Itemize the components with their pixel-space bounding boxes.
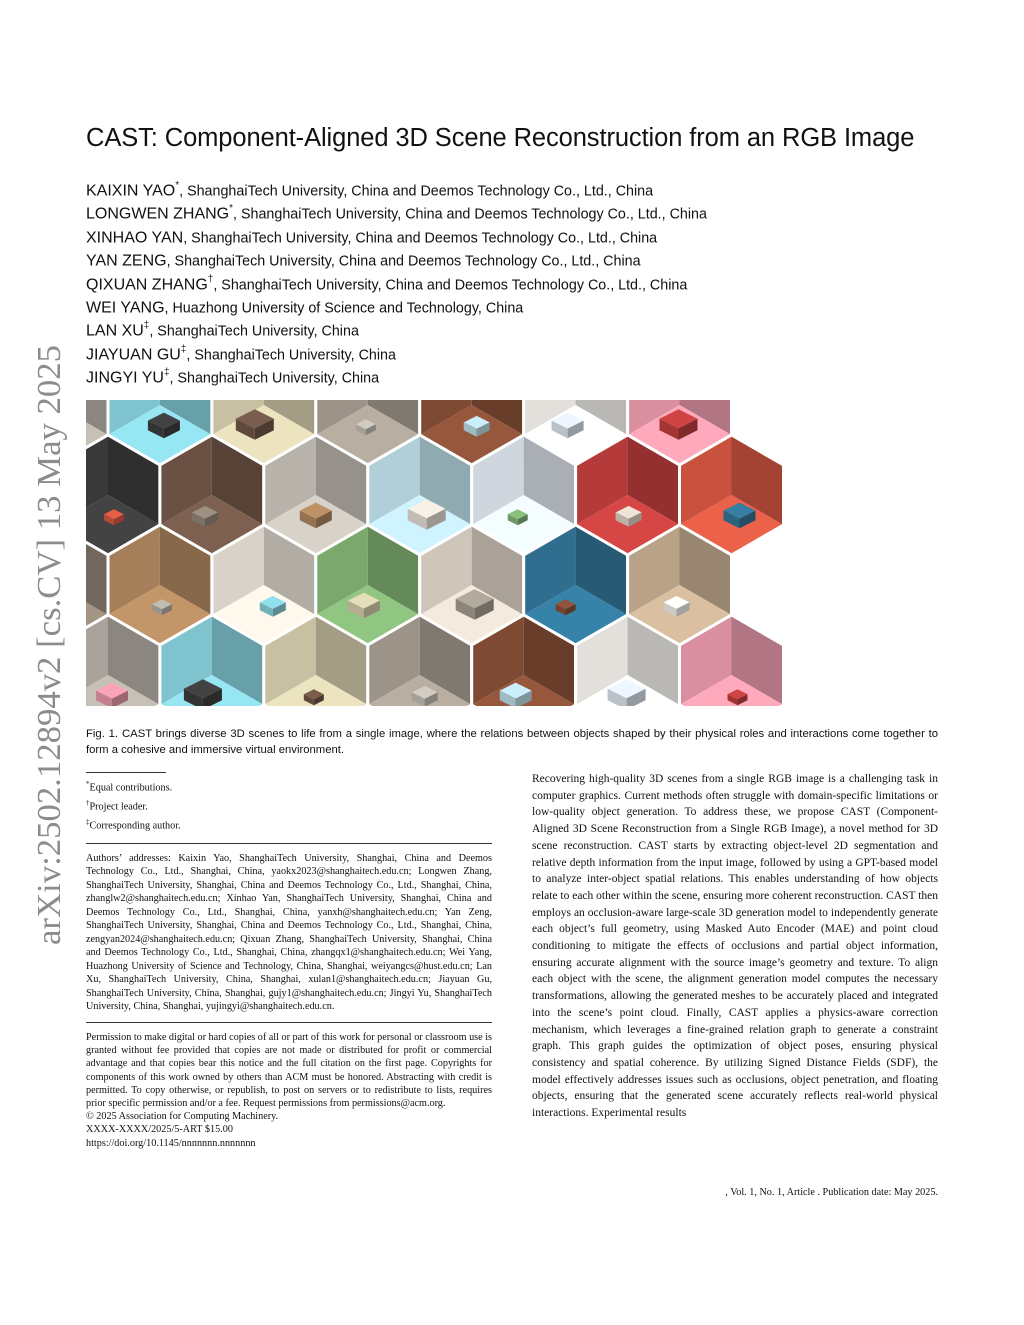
footnote-divider — [86, 772, 166, 773]
author-affiliation: , ShanghaiTech University, China — [169, 370, 380, 387]
author-mark: ‡ — [143, 320, 150, 332]
author-affiliation: , ShanghaiTech University, China and Deemos Technology Co., Ltd., China — [166, 253, 641, 270]
left-column — [86, 772, 492, 1150]
author-entry — [86, 222, 966, 245]
author-name: JINGYI YU — [86, 369, 164, 387]
footnote — [86, 815, 492, 834]
permission-divider — [86, 1022, 492, 1023]
author-entry — [86, 339, 966, 362]
footnote-mark: ‡ — [86, 817, 90, 826]
abstract: Recovering high-quality 3D scenes from a single RGB image is a challenging task in computer graphics. Current methods often struggle with domain-specific limitations or low-quality object generation. To address these, we propose CAST (Component-Aligned 3D Scene Reconstruction from a Single RGB Image), a novel method for 3D scene reconstruction. CAST starts by extracting object-level 2D segmentation and relative depth information from the input image, followed by using a GPT-based model to analyze inter-object spatial relations. This enables understanding of how objects relate to each other within the scene, ensuring more coherent reconstruction. CAST then employs an occlusion-aware large-scale 3D generation model to independently generate each object’s full geometry, using Masked Auto Encoder (MAE) and point cloud conditioning to mitigate the effects of occlusions and partial object information, ensuring accurate alignment with the source image’s geometry and texture. To align each object with the scene, the alignment generation model computes the necessary transformations, allowing the generated meshes to be accurately placed and integrated into the scene’s point cloud. Finally, CAST applies a physics-aware correction mechanism, which leverages a fine-grained relation graph to generate a constraint graph. This graph guides the optimization of object poses, ensuring physical consistency and spatial coherence. By utilizing Signed Distance Fields (SDF), the model effectively addresses issues such as occlusions, object penetration, and floating objects, ensuring that the generated scene accurately reflects real-world physical interactions. Experimental results — [532, 773, 938, 1120]
author-name: YAN ZENG — [86, 252, 167, 270]
doi-link[interactable]: https://doi.org/10.1145/nnnnnnn.nnnnnnn — [86, 1137, 256, 1149]
author-name: LAN XU — [86, 322, 144, 340]
address-divider — [86, 843, 492, 844]
figure-caption-text: CAST brings diverse 3D scenes to life from a single image, where the relations between objects shaped by their physical roles and interactions come together to form a cohesive and immersive virtual environment. — [86, 728, 938, 756]
author-mark: † — [207, 273, 214, 285]
hero-figure — [86, 400, 938, 706]
footnote-text: Equal contributions. — [89, 782, 173, 794]
author-mark: ‡ — [163, 367, 170, 379]
author-name: QIXUAN ZHANG — [86, 275, 208, 293]
copyright-line: © 2025 Association for Computing Machinery. — [86, 1111, 279, 1123]
author-entry — [86, 245, 966, 268]
issn-line: XXXX-XXXX/2025/5-ART $15.00 — [86, 1124, 233, 1136]
figure-caption — [86, 726, 938, 758]
author-entry — [86, 269, 966, 292]
author-name: LONGWEN ZHANG — [86, 205, 230, 223]
footnote-text: Project leader. — [89, 801, 148, 813]
author-name: XINHAO YAN — [86, 229, 184, 247]
author-affiliation: , ShanghaiTech University, China and Deemos Technology Co., Ltd., China — [179, 183, 654, 200]
author-affiliation: , Huazhong University of Science and Technology, China — [164, 300, 524, 317]
author-entry — [86, 315, 966, 338]
author-mark: ‡ — [180, 343, 187, 355]
permission-notice: Permission to make digital or hard copies of all or part of this work for personal or classroom use is granted without fee provided that copies are not made or distributed for profit or commercial advantage and that copies bear this notice and the full citation on the first page. Copyrights for components of this work owned by others than ACM must be honored. Abstracting with credit is permitted. To copy otherwise, or republish, to post on servers or to redistribute to lists, requires prior specific permission and/or a fee. Request permissions from permissions@acm.org. — [86, 1031, 492, 1109]
arxiv-identifier-text: arXiv:2502.12894v2 [cs.CV] 13 May 2025 — [31, 357, 68, 945]
author-entry — [86, 292, 966, 315]
author-entry — [86, 175, 966, 198]
author-addresses: Authors’ addresses: Kaixin Yao, ShanghaiTech University, Shanghai, China and Deemos Technology Co., Ltd., Shanghai, China, yaokx2023@shanghaitech.edu.cn; Longwen Zhang, ShanghaiTech University, Shanghai, China and Deemos Technology Co., Ltd., Shanghai, China, zhanglw2@shanghaitech.edu.cn; Xinhao Yan, ShanghaiTech University, Shanghai, China and Deemos Technology Co., Ltd., Shanghai, China, yanxh@shanghaitech.edu.cn; Yan Zeng, ShanghaiTech University, Shanghai, China and Deemos Technology Co., Ltd., Shanghai, China, zengyan2024@shanghaitech.edu.cn; Qixuan Zhang, ShanghaiTech University, Shanghai, China and Deemos Technology Co., Ltd., Shanghai, China, zhangqx1@shanghaitech.edu.cn; Wei Yang, Huazhong University of Science and Technology, China, Shanghai, weiyangcs@hust.edu.cn; Lan Xu, ShanghaiTech University, China, Shanghai, xulan1@shanghaitech.edu.cn; Jiayuan Gu, ShanghaiTech University, China, Shanghai, gujy1@shanghaitech.edu.cn; Jingyi Yu, ShanghaiTech University, China, Shanghai, yujingyi@shanghaitech.edu.cn. — [86, 852, 492, 1013]
author-name: WEI YANG — [86, 299, 165, 317]
author-mark: * — [229, 203, 234, 215]
figure-label: Fig. 1. — [86, 728, 118, 740]
footnote-mark: * — [86, 780, 90, 788]
footnote — [86, 777, 492, 796]
author-affiliation: , ShanghaiTech University, China and Deemos Technology Co., Ltd., China — [213, 276, 688, 293]
footnote-mark: † — [86, 798, 90, 807]
author-list — [86, 175, 966, 386]
author-entry — [86, 198, 966, 221]
author-affiliation: , ShanghaiTech University, China — [149, 323, 359, 340]
author-entry — [86, 362, 966, 385]
author-affiliation: , ShanghaiTech University, China — [186, 347, 396, 364]
paper-title: CAST: Component-Aligned 3D Scene Reconstruction from an RGB Image — [86, 124, 915, 152]
author-name: JIAYUAN GU — [86, 346, 181, 364]
author-affiliation: , ShanghaiTech University, China and Deemos Technology Co., Ltd., China — [183, 230, 658, 247]
author-affiliation: , ShanghaiTech University, China and Deemos Technology Co., Ltd., China — [233, 206, 707, 223]
page-footer: , Vol. 1, No. 1, Article . Publication date: May 2025. — [725, 1187, 938, 1198]
arxiv-identifier — [26, 340, 68, 950]
author-name: KAIXIN YAO — [86, 182, 176, 200]
author-mark: * — [175, 180, 180, 191]
hero-scene-grid — [86, 400, 938, 706]
footnote-text: Corresponding author. — [89, 820, 181, 832]
footnote — [86, 796, 492, 815]
